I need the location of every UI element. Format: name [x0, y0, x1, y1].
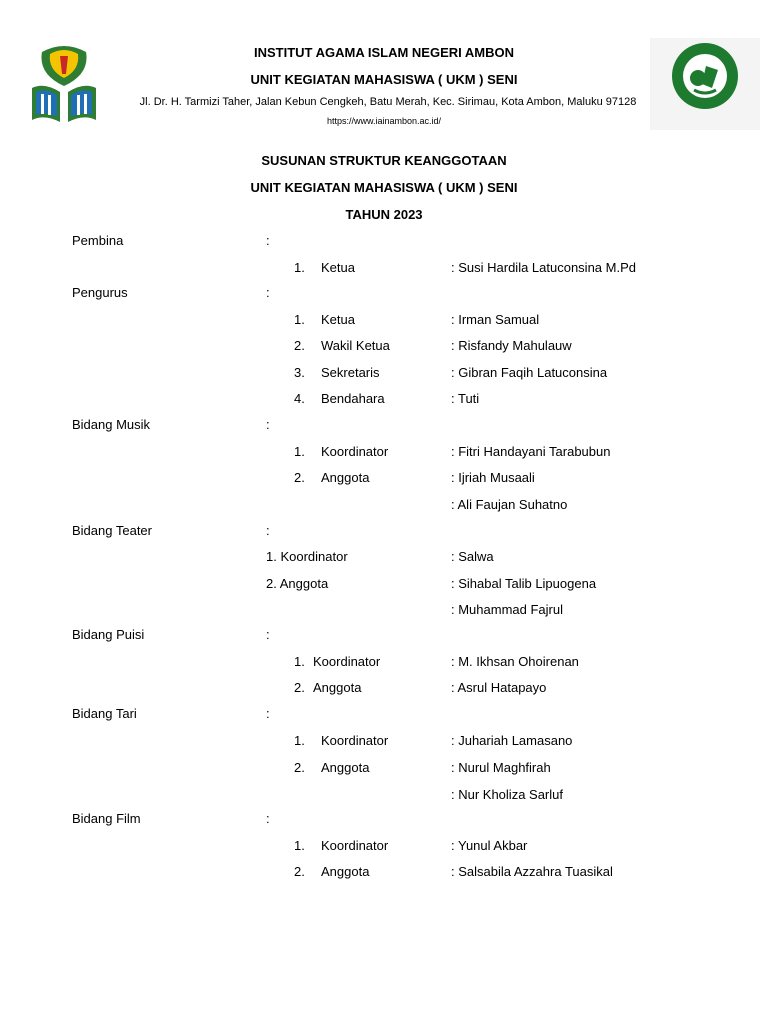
- member-name: : Salwa: [451, 549, 494, 564]
- section-label-tari: Bidang Tari: [72, 706, 137, 721]
- section-colon: :: [266, 417, 270, 432]
- role-label: Sekretaris: [321, 365, 380, 380]
- member-name: : Nur Kholiza Sarluf: [451, 787, 563, 802]
- section-colon: :: [266, 706, 270, 721]
- member-name: : M. Ikhsan Ohoirenan: [451, 654, 579, 669]
- member-name: : Irman Samual: [451, 312, 540, 327]
- role-label: Ketua: [321, 312, 355, 327]
- role-label: Koordinator: [321, 444, 389, 459]
- row-number: 2.: [294, 470, 305, 485]
- row-number: 1.: [294, 444, 305, 459]
- row-number: 3.: [294, 365, 305, 380]
- member-name: : Salsabila Azzahra Tuasikal: [451, 864, 613, 879]
- row-number: 1.: [294, 312, 305, 327]
- role-label: 2. Anggota: [266, 576, 329, 591]
- member-name: : Fitri Handayani Tarabubun: [451, 444, 611, 459]
- document-title: SUSUNAN STRUKTUR KEANGGOTAAN: [261, 153, 507, 168]
- section-label-film: Bidang Film: [72, 811, 141, 826]
- section-label-pengurus: Pengurus: [72, 285, 128, 300]
- row-number: 4.: [294, 391, 305, 406]
- role-label: Anggota: [313, 680, 362, 695]
- address: Jl. Dr. H. Tarmizi Taher, Jalan Kebun Cengkeh, Batu Merah, Kec. Sirimau, Kota Ambon, Maluku 97128: [139, 96, 637, 108]
- section-colon: :: [266, 233, 270, 248]
- role-label: Anggota: [321, 864, 370, 879]
- row-number: 2.: [294, 760, 305, 775]
- institute-name: INSTITUT AGAMA ISLAM NEGERI AMBON: [254, 45, 514, 60]
- role-label: Koordinator: [321, 733, 389, 748]
- section-label-pembina: Pembina: [72, 233, 124, 248]
- unit-name: UNIT KEGIATAN MAHASISWA ( UKM ) SENI: [250, 72, 518, 87]
- section-label-puisi: Bidang Puisi: [72, 627, 145, 642]
- section-colon: :: [266, 523, 270, 538]
- website-link[interactable]: https://www.iainambon.ac.id/: [326, 116, 442, 126]
- member-name: : Asrul Hatapayo: [451, 680, 547, 695]
- role-label: Anggota: [321, 760, 370, 775]
- role-label: Wakil Ketua: [321, 338, 390, 353]
- role-label: Koordinator: [313, 654, 381, 669]
- row-number: 1.: [294, 733, 305, 748]
- document-subtitle: UNIT KEGIATAN MAHASISWA ( UKM ) SENI: [250, 180, 518, 195]
- member-name: : Susi Hardila Latuconsina M.Pd: [451, 260, 636, 275]
- member-name: : Nurul Maghfirah: [451, 760, 551, 775]
- section-colon: :: [266, 285, 270, 300]
- row-number: 1.: [294, 260, 305, 275]
- member-name: : Yunul Akbar: [451, 838, 528, 853]
- role-label: Anggota: [321, 470, 370, 485]
- row-number: 2.: [294, 338, 305, 353]
- member-name: : Ijriah Musaali: [451, 470, 535, 485]
- member-name: : Muhammad Fajrul: [451, 602, 563, 617]
- section-label-teater: Bidang Teater: [72, 523, 152, 538]
- role-label: Ketua: [321, 260, 355, 275]
- role-label: Bendahara: [321, 391, 385, 406]
- row-number: 2.: [294, 864, 305, 879]
- section-colon: :: [266, 811, 270, 826]
- row-number: 1.: [294, 654, 305, 669]
- member-name: : Gibran Faqih Latuconsina: [451, 365, 608, 380]
- row-number: 2.: [294, 680, 305, 695]
- member-name: : Juhariah Lamasano: [451, 733, 573, 748]
- row-number: 1.: [294, 838, 305, 853]
- section-label-musik: Bidang Musik: [72, 417, 151, 432]
- section-colon: :: [266, 627, 270, 642]
- member-name: : Sihabal Talib Lipuogena: [451, 576, 597, 591]
- member-name: : Ali Faujan Suhatno: [451, 497, 568, 512]
- member-name: : Tuti: [451, 391, 480, 406]
- member-name: : Risfandy Mahulauw: [451, 338, 572, 353]
- document-year: TAHUN 2023: [345, 207, 423, 222]
- role-label: 1. Koordinator: [266, 549, 348, 564]
- role-label: Koordinator: [321, 838, 389, 853]
